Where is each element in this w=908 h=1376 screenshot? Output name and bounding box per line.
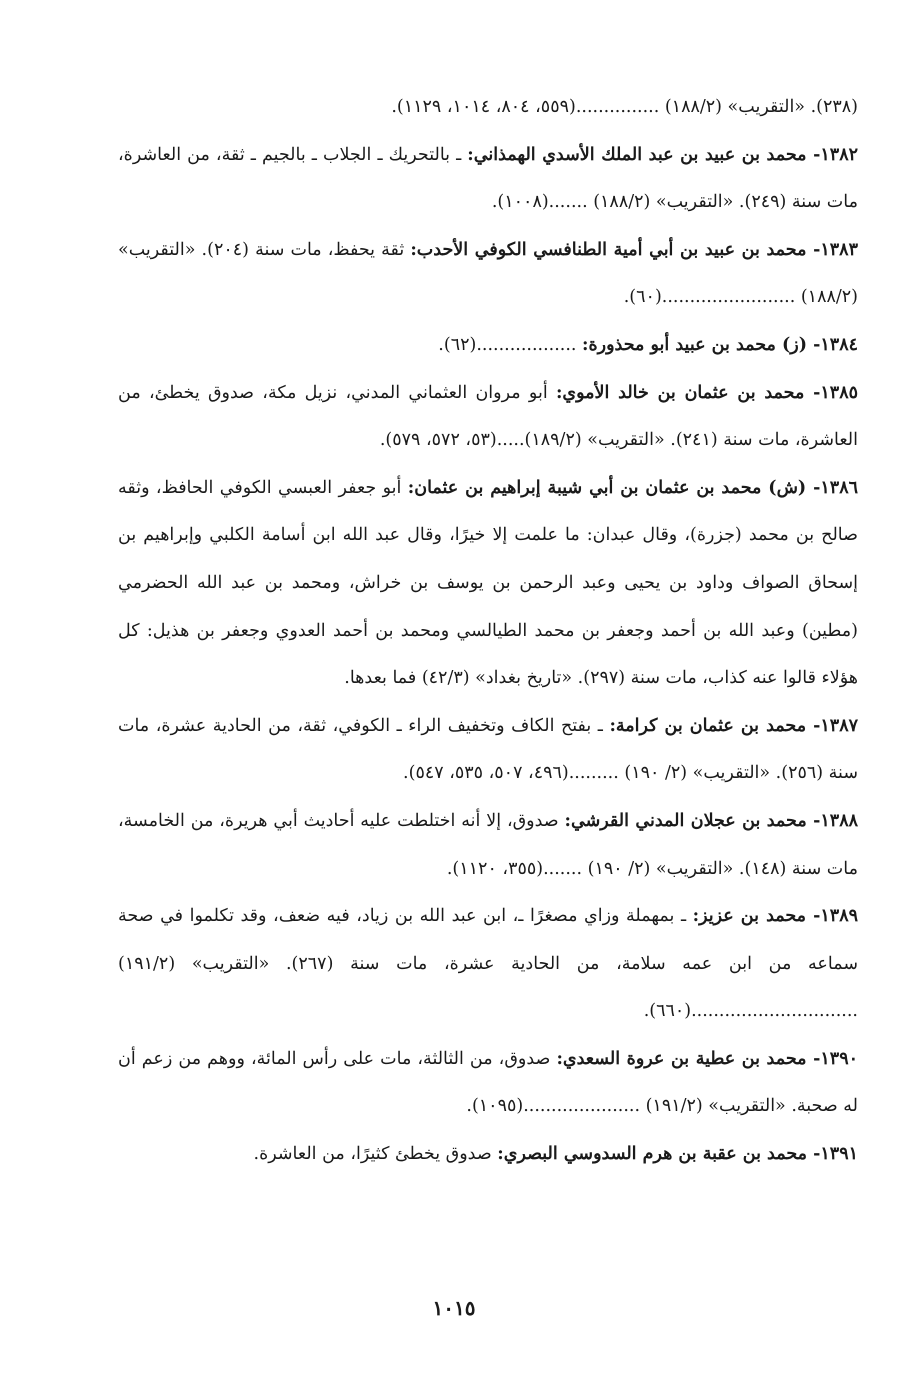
entry-heading: محمد بن عقبة بن هرم السدوسي البصري: [497,1144,808,1165]
page-number: ١٠١٥ [432,1296,476,1320]
list-item [118,893,858,1036]
entry-heading: محمد بن عبيد بن أبي أمية الطنافسي الكوفي الأحدب: [410,239,807,260]
entry-number: ١٣٨٧- [806,715,858,736]
entry-number: ١٣٩١- [807,1144,858,1165]
entry-text: صدوق يخطئ كثيرًا، من العاشرة. [253,1144,498,1165]
list-item [118,1131,858,1179]
entry-heading: محمد بن عبيد بن عبد الملك الأسدي الهمذاني: [467,144,807,165]
entry-heading: محمد بن عثمان بن كرامة: [609,715,807,736]
entry-heading: محمد بن عثمان بن خالد الأموي: [555,382,805,403]
list-item [118,370,858,465]
entry-text: ـ بمهملة وزاي مصغرًا ـ، ابن عبد الله بن زياد، فيه ضعف، وقد تكلموا في صحة سماعه من ابن عمه سلامة، من الحادية عشرة، مات سنة (٢٦٧). «التقريب» (١٩١/٢) ..............................(٦٦٠). [118,906,858,1022]
list-item [118,798,858,893]
entry-heading: (ش) محمد بن عثمان بن أبي شيبة إبراهيم بن عثمان: [407,477,807,498]
entry-heading: محمد بن عزيز: [692,906,807,927]
entry-text: أبو مروان العثماني المدني، نزيل مكة، صدوق يخطئ، من العاشرة، مات سنة (٢٤١). «التقريب» (١٨٩/٢).....(٥٣، ٥٧٢، ٥٧٩). [118,382,858,451]
list-item [118,465,858,703]
entry-text: ـ بفتح الكاف وتخفيف الراء ـ الكوفي، ثقة، من الحادية عشرة، مات سنة (٢٥٦). «التقريب» (٢/ ١٩٠) .........(٤٩٦، ٥٠٧، ٥٣٥، ٥٤٧). [118,715,858,784]
entry-heading: (ز) محمد بن عبيد أبو محذورة: [582,334,808,355]
list-item [118,84,858,132]
list-item [118,132,858,227]
entry-number: ١٣٨٣- [806,239,858,260]
entry-heading: محمد بن عجلان المدني القرشي: [564,810,807,831]
entries-list [118,84,858,1179]
entry-text: ـ بالتحريك ـ الجلاب ـ بالجيم ـ ثقة، من العاشرة، مات سنة (٢٤٩). «التقريب» (١٨٨/٢) .......(١٠٠٨). [118,144,858,213]
entry-number: ١٣٨٢- [806,144,859,165]
entry-text: (٢٣٨). «التقريب» (١٨٨/٢) ...............(٥٥٩، ٨٠٤، ١٠١٤، ١١٢٩). [391,97,858,117]
entry-number: ١٣٨٥- [804,382,858,403]
entry-number: ١٣٨٩- [806,906,859,927]
entry-number: ١٣٨٤- [807,334,858,355]
entry-number: ١٣٩٠- [806,1048,859,1069]
entry-text: صدوق، إلا أنه اختلطت عليه أحاديث أبي هريرة، من الخامسة، مات سنة (١٤٨). «التقريب» (٢/ ١٩٠) .......(٣٥٥، ١١٢٠). [118,810,858,879]
list-item [118,703,858,798]
entry-text: ثقة يحفظ، مات سنة (٢٠٤). «التقريب» (١٨٨/٢) ........................(٦٠). [118,239,858,308]
list-item [118,1036,858,1131]
entry-text: صدوق، من الثالثة، مات على رأس المائة، ووهم من زعم أن له صحبة. «التقريب» (١٩١/٢) .....................(١٠٩٥). [118,1048,858,1117]
list-item [118,227,858,322]
list-item [118,322,858,370]
entry-number: ١٣٨٦- [806,477,858,498]
entry-heading: محمد بن عطية بن عروة السعدي: [556,1048,807,1069]
entry-text: ..................(٦٢). [438,334,583,355]
entry-number: ١٣٨٨- [806,810,858,831]
entry-text: أبو جعفر العبسي الكوفي الحافظ، وثقه صالح بن محمد (جزرة)، وقال عبدان: ما علمت إلا خيرًا، وقال عبد الله ابن أسامة الكلبي وإبراهيم بن إسحاق الصواف وداود بن يحيى وعبد الرحمن بن يوسف بن خراش، ومحمد بن عبد الله الحضرمي (مطين) وعبد الله بن أحمد وجعفر بن محمد الطيالسي ومحمد بن أحمد العدوي وجعفر بن هذيل: كل هؤلاء قالوا عنه كذاب، مات سنة (٢٩٧). «تاريخ بغداد» (٤٢/٣) فما بعدها. [118,477,858,689]
